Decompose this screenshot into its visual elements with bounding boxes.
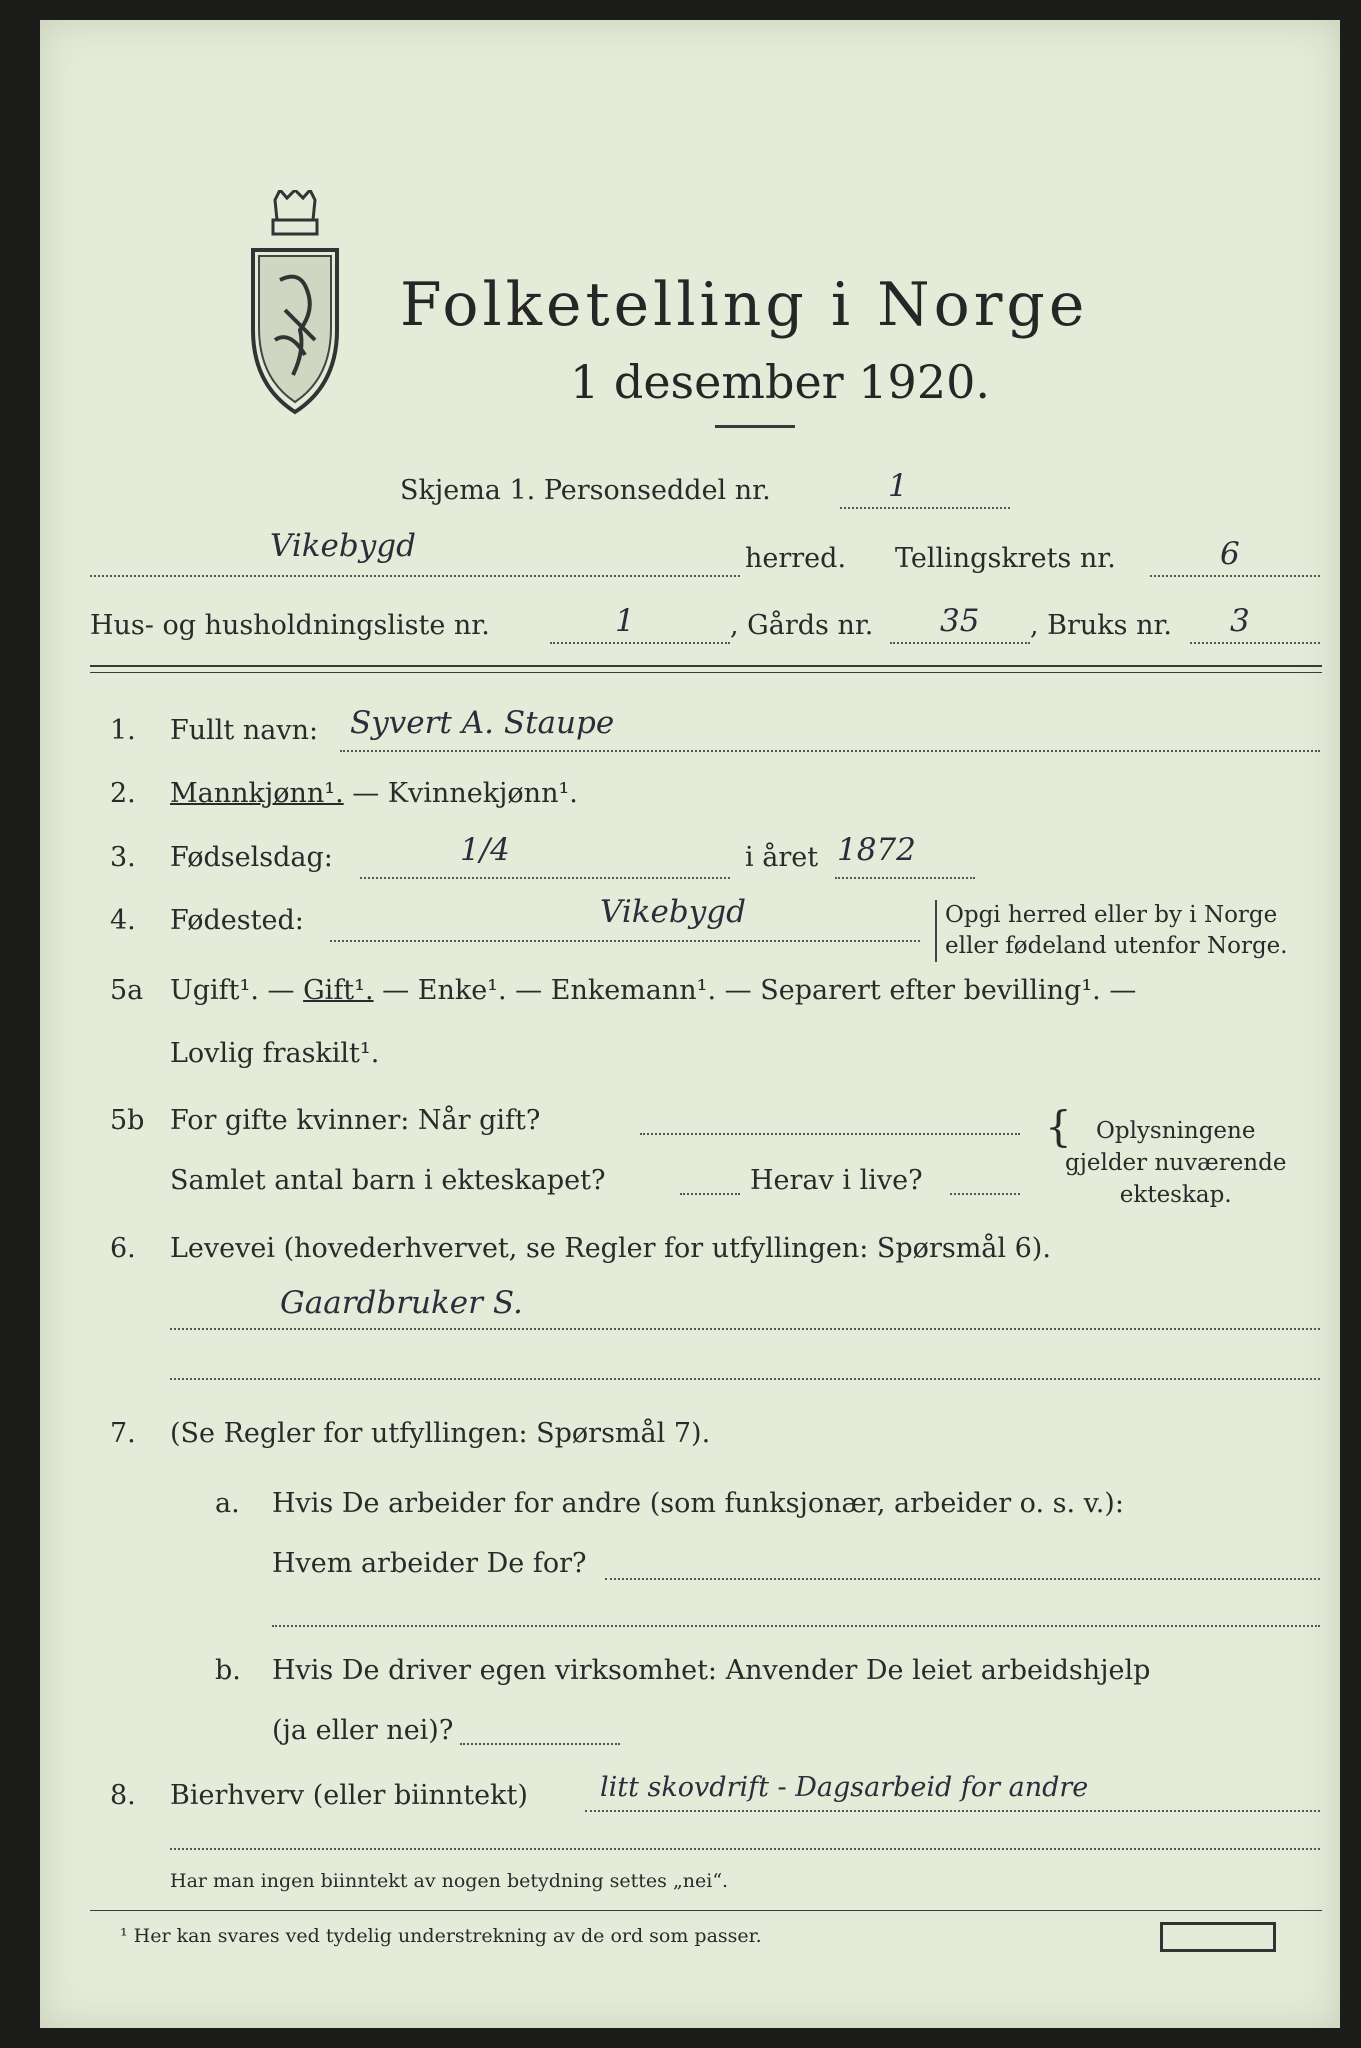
household-list-value: 1	[615, 603, 635, 639]
birthplace-line	[330, 940, 920, 942]
q6-label: Levevei (hovederhvervet, se Regler for utfyllingen: Spørsmål 6).	[170, 1233, 1051, 1264]
marital-fraskilt: Lovlig fraskilt¹.	[170, 1038, 380, 1069]
occupation-value: Gaardbruker S.	[280, 1285, 523, 1321]
gender-line	[170, 778, 578, 809]
children-line	[680, 1193, 740, 1195]
person-nr-value: 1	[888, 468, 908, 504]
q6-number: 6.	[110, 1233, 136, 1264]
gender-male: Mannkjønn¹.	[170, 778, 344, 809]
birthplace-value: Vikebygd	[600, 894, 746, 930]
q7a-line2: Hvem arbeider De for?	[272, 1548, 587, 1579]
person-nr-line	[840, 507, 1010, 509]
q5b-note-1: Oplysningene	[1095, 1118, 1256, 1144]
herred-label: herred.	[745, 543, 847, 574]
marital-status-line	[170, 975, 1136, 1006]
gender-female: Kvinnekjønn¹.	[387, 778, 578, 809]
q7b-letter: b.	[215, 1655, 241, 1686]
side-income-value: litt skovdrift - Dagsarbeid for andre	[600, 1772, 1089, 1803]
q4-label: Fødested:	[170, 905, 304, 936]
gards-line	[890, 642, 1030, 644]
marital-dash: —	[258, 975, 304, 1006]
form-title: Folketelling i Norge	[400, 270, 1089, 340]
tellingskrets-label: Tellingskrets nr.	[895, 543, 1116, 574]
marital-rest: — Enke¹. — Enkemann¹. — Separert efter bevilling¹. —	[382, 975, 1137, 1006]
gender-separator: —	[343, 778, 388, 809]
birth-day-line	[360, 877, 730, 879]
q7-label: (Se Regler for utfyllingen: Spørsmål 7).	[170, 1418, 711, 1449]
printer-stamp-icon	[1160, 1922, 1276, 1952]
q4-number: 4.	[110, 905, 136, 936]
q1-label: Fullt navn:	[170, 715, 319, 746]
marital-ugift: Ugift¹.	[170, 975, 259, 1006]
gards-value: 35	[940, 603, 980, 639]
birthplace-note	[935, 900, 1288, 962]
bruks-line	[1190, 642, 1320, 644]
footer-note: Har man ingen biinntekt av nogen betydning settes „nei“.	[170, 1870, 729, 1892]
side-income-line	[585, 1810, 1320, 1812]
birth-year-label: i året	[745, 842, 819, 873]
q7-number: 7.	[110, 1418, 136, 1449]
marital-gift: Gift¹.	[303, 975, 374, 1006]
birth-day-value: 1/4	[460, 832, 510, 868]
birthplace-note-2: eller fødeland utenfor Norge.	[945, 933, 1288, 959]
census-date: 1 desember 1920.	[570, 355, 990, 409]
census-form	[40, 20, 1340, 2028]
schema-label: Skjema 1. Personseddel nr.	[400, 475, 771, 506]
q1-number: 1.	[110, 715, 136, 746]
title-divider	[715, 425, 795, 428]
header-divider-thin	[90, 672, 1322, 673]
q7a-letter: a.	[215, 1488, 240, 1519]
alive-line	[950, 1193, 1020, 1195]
coat-of-arms-icon	[245, 190, 345, 415]
full-name-line	[340, 750, 1320, 752]
hired-help-line	[460, 1743, 620, 1745]
employer-line-1	[605, 1578, 1320, 1580]
header-divider	[90, 665, 1322, 667]
birth-year-line	[835, 877, 975, 879]
footer-divider	[90, 1910, 1322, 1911]
q8-label: Bierhverv (eller biinntekt)	[170, 1780, 528, 1811]
tellingskrets-value: 6	[1220, 536, 1240, 572]
q3-number: 3.	[110, 842, 136, 873]
side-income-line-2	[170, 1848, 1320, 1850]
employer-line-2	[272, 1625, 1320, 1627]
herred-value: Vikebygd	[270, 528, 416, 564]
herred-line	[90, 575, 740, 577]
q5b-line1: For gifte kvinner: Når gift?	[170, 1105, 541, 1136]
q7b-line2: (ja eller nei)?	[272, 1715, 454, 1746]
birthplace-note-1: Opgi herred eller by i Norge	[945, 902, 1278, 928]
footnote: ¹ Her kan svares ved tydelig understrekning av de ord som passer.	[120, 1925, 762, 1947]
tellingskrets-line	[1150, 575, 1320, 577]
occupation-line-1	[170, 1328, 1320, 1330]
full-name-value: Syvert A. Staupe	[350, 705, 615, 741]
q5b-alive-label: Herav i live?	[750, 1165, 923, 1196]
q2-number: 2.	[110, 778, 136, 809]
q5b-children-label: Samlet antal barn i ekteskapet?	[170, 1165, 606, 1196]
bruks-value: 3	[1230, 603, 1250, 639]
married-when-line	[640, 1133, 1020, 1135]
q5b-note	[1065, 1115, 1286, 1211]
q5b-brace: {	[1045, 1102, 1072, 1151]
occupation-line-2	[170, 1378, 1320, 1380]
q5a-number: 5a	[110, 975, 144, 1006]
q3-label: Fødselsdag:	[170, 842, 333, 873]
q7a-line1: Hvis De arbeider for andre (som funksjonær, arbeider o. s. v.):	[272, 1488, 1124, 1519]
household-list-line	[550, 642, 730, 644]
q5b-note-3: ekteskap.	[1119, 1182, 1232, 1208]
q5b-number: 5b	[110, 1105, 145, 1136]
gards-label: , Gårds nr.	[730, 610, 874, 641]
q7b-line1: Hvis De driver egen virksomhet: Anvender De leiet arbeidshjelp	[272, 1655, 1151, 1686]
household-list-label: Hus- og husholdningsliste nr.	[90, 610, 490, 641]
birth-year-value: 1872	[837, 832, 916, 868]
bruks-label: , Bruks nr.	[1030, 610, 1173, 641]
q5b-note-2: gjelder nuværende	[1065, 1150, 1287, 1176]
q8-number: 8.	[110, 1780, 136, 1811]
